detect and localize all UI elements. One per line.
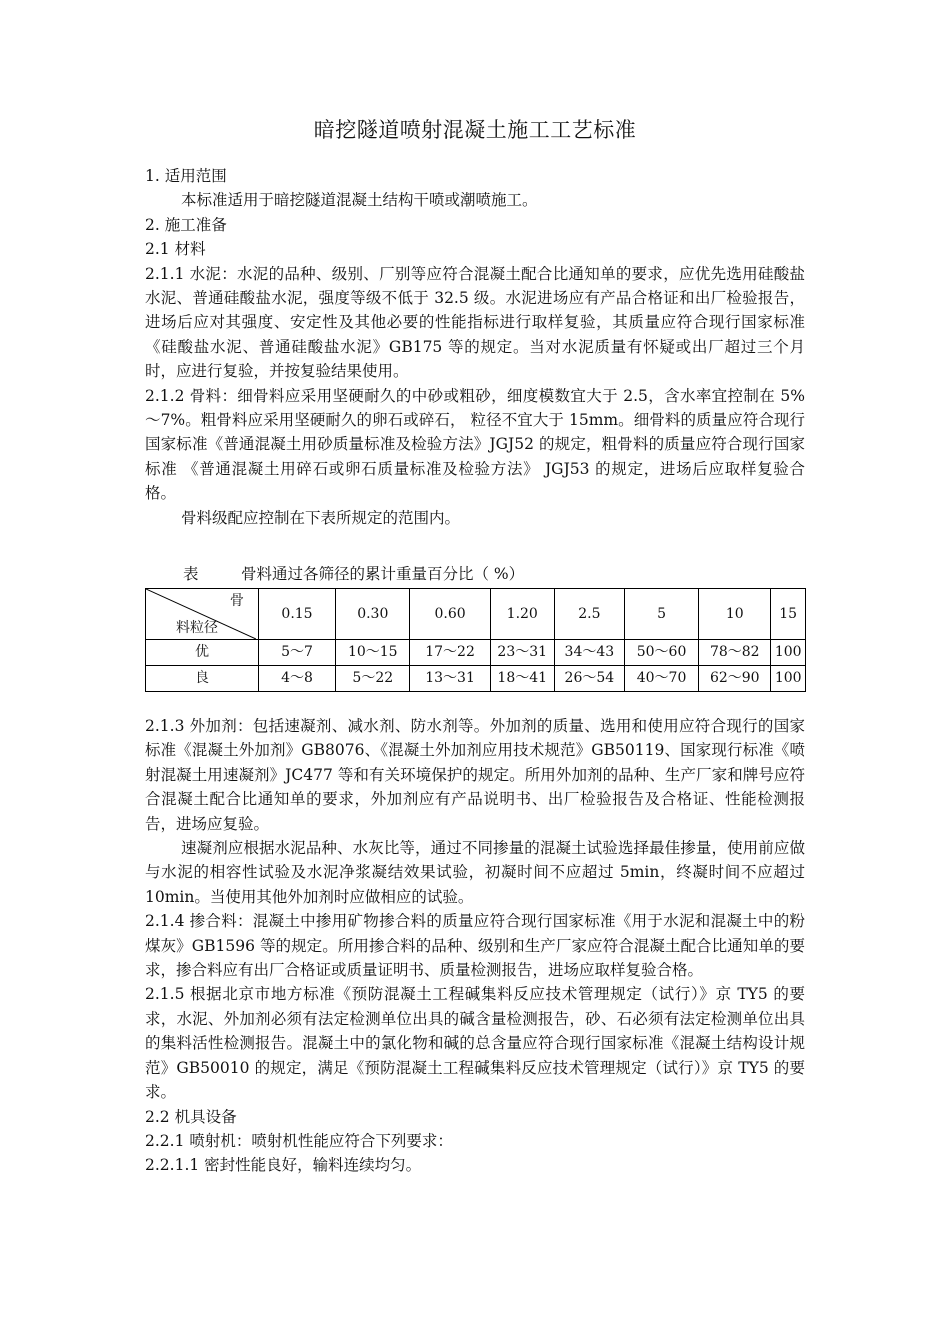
header-cell: 10 <box>699 589 771 640</box>
table-caption <box>145 562 805 586</box>
section-2-heading: 2. 施工准备 <box>145 215 227 234</box>
document-title: 暗挖隧道喷射混凝土施工工艺标准 <box>313 118 637 142</box>
grading-note: 骨料级配应控制在下表所规定的范围内。 <box>181 508 461 527</box>
clause-2-1-1: 2.1.1 水泥：水泥的品种、级别、厂别等应符合混凝土配合比通知单的要求，应优先选用硅酸盐水泥、普通硅酸盐水泥，强度等级不低于 32.5 级。水泥进场应有产品合格证和出厂检验报告，进场后应对其强度、安定性及其他必要的性能指标进行取样复验，其质量应符合现行国家标准《硅酸盐水泥、普通硅酸盐水泥》GB175 等的规定。当对水泥质量有怀疑或出厂超过三个月时，应进行复验，并按复验结果使用。 <box>145 264 805 381</box>
table-cell: 5～22 <box>336 666 410 692</box>
clause-2-2-1-1: 2.2.1.1 密封性能良好，输料连续均匀。 <box>145 1156 422 1175</box>
section-2-1-3-onward <box>145 714 805 1178</box>
table-label: 表 <box>183 565 199 583</box>
clause-2-2-1: 2.2.1 喷射机：喷射机性能应符合下列要求： <box>145 1131 453 1150</box>
clause-2-1-5: 2.1.5 根据北京市地方标准《预防混凝土工程碱集料反应技术管理规定（试行）》京 TY5 的要求，水泥、外加剂必须有法定检测单位出具的碱含量检测报告，砂、石必须有法定检测单位出具的集料活性检测报告。混凝土中的氯化物和碱的总含量应符合现行国家标准《混凝土结构设计规范》GB50010 的规定，满足《预防混凝土工程碱集料反应技术管理规定（试行）》京 TY5 的要求。 <box>145 985 805 1102</box>
section-1-text: 本标准适用于暗挖隧道混凝土结构干喷或潮喷施工。 <box>181 191 538 210</box>
table-cell: 34～43 <box>554 640 624 666</box>
table-row <box>146 640 806 666</box>
table-cell: 100 <box>771 640 806 666</box>
row-label: 优 <box>146 640 259 666</box>
accelerator-note: 速凝剂应根据水泥品种、水灰比等，通过不同掺量的混凝土试验选择最佳掺量，使用前应做与水泥的相容性试验及水泥净浆凝结效果试验，初凝时间不应超过 5min，终凝时间不应超过 10min。当使用其他外加剂时应做相应的试验。 <box>145 839 805 906</box>
clause-2-1-3: 2.1.3 外加剂：包括速凝剂、减水剂、防水剂等。外加剂的质量、选用和使用应符合现行的国家标准《混凝土外加剂》GB8076、《混凝土外加剂应用技术规范》GB50119、国家现行标准《喷射混凝土用速凝剂》JC477 等和有关环境保护的规定。所用外加剂的品种、生产厂家和牌号应符合混凝土配合比通知单的要求，外加剂应有产品说明书、出厂检验报告及合格证、性能检测报告，进场应复验。 <box>145 717 805 833</box>
row-label: 良 <box>146 666 259 692</box>
header-cell: 0.30 <box>336 589 410 640</box>
clause-2-1-2: 2.1.2 骨料：细骨料应采用坚硬耐久的中砂或粗砂，细度模数宜大于 2.5，含水率宜控制在 5%～7%。粗骨料应采用坚硬耐久的卵石或碎石， 粒径不宜大于 15mm。细骨料的质量应符合现行国家标准《普通混凝土用砂质量标准及检验方法》JGJ52 的规定，粗骨料的质量应符合现行国家标准 《普通混凝土用碎石或卵石质量标准及检验方法》 JGJ53 的规定，进场后应取样复验合格。 <box>145 386 805 503</box>
table-cell: 5～7 <box>258 640 335 666</box>
section-2-1-heading: 2.1 材料 <box>145 240 206 259</box>
header-cell: 1.20 <box>490 589 554 640</box>
section-2-2-heading: 2.2 机具设备 <box>145 1107 237 1126</box>
table-cell: 62～90 <box>699 666 771 692</box>
header-cell: 5 <box>624 589 698 640</box>
table-cell: 40～70 <box>624 666 698 692</box>
table-cell: 23～31 <box>490 640 554 666</box>
table-cell: 50～60 <box>624 640 698 666</box>
table-header-row <box>146 589 806 640</box>
section-1-heading: 1. 适用范围 <box>145 167 227 185</box>
header-cell: 2.5 <box>554 589 624 640</box>
table-cell: 10～15 <box>336 640 410 666</box>
header-cell: 0.15 <box>258 589 335 640</box>
table-row <box>146 666 806 692</box>
section-1 <box>145 164 805 530</box>
table-cell: 18～41 <box>490 666 554 692</box>
corner-top-label: 骨 <box>229 593 244 609</box>
grading-table <box>145 588 806 692</box>
table-cell: 100 <box>771 666 806 692</box>
table-cell: 13～31 <box>410 666 490 692</box>
table-corner-cell <box>146 589 259 640</box>
corner-bottom-label: 料粒径 <box>176 620 218 636</box>
table-cell: 4～8 <box>258 666 335 692</box>
header-cell: 15 <box>771 589 806 640</box>
clause-2-1-4: 2.1.4 掺合料：混凝土中掺用矿物掺合料的质量应符合现行国家标准《用于水泥和混凝土中的粉煤灰》GB1596 等的规定。所用掺合料的品种、级别和生产厂家应符合混凝土配合比通知单的要求，掺合料应有出厂合格证或质量证明书、质量检测报告，进场应取样复验合格。 <box>145 912 805 980</box>
table-caption-text: 骨料通过各筛径的累计重量百分比（ %） <box>241 565 525 583</box>
table-cell: 17～22 <box>410 640 490 666</box>
table-cell: 26～54 <box>554 666 624 692</box>
table-cell: 78～82 <box>699 640 771 666</box>
header-cell: 0.60 <box>410 589 490 640</box>
